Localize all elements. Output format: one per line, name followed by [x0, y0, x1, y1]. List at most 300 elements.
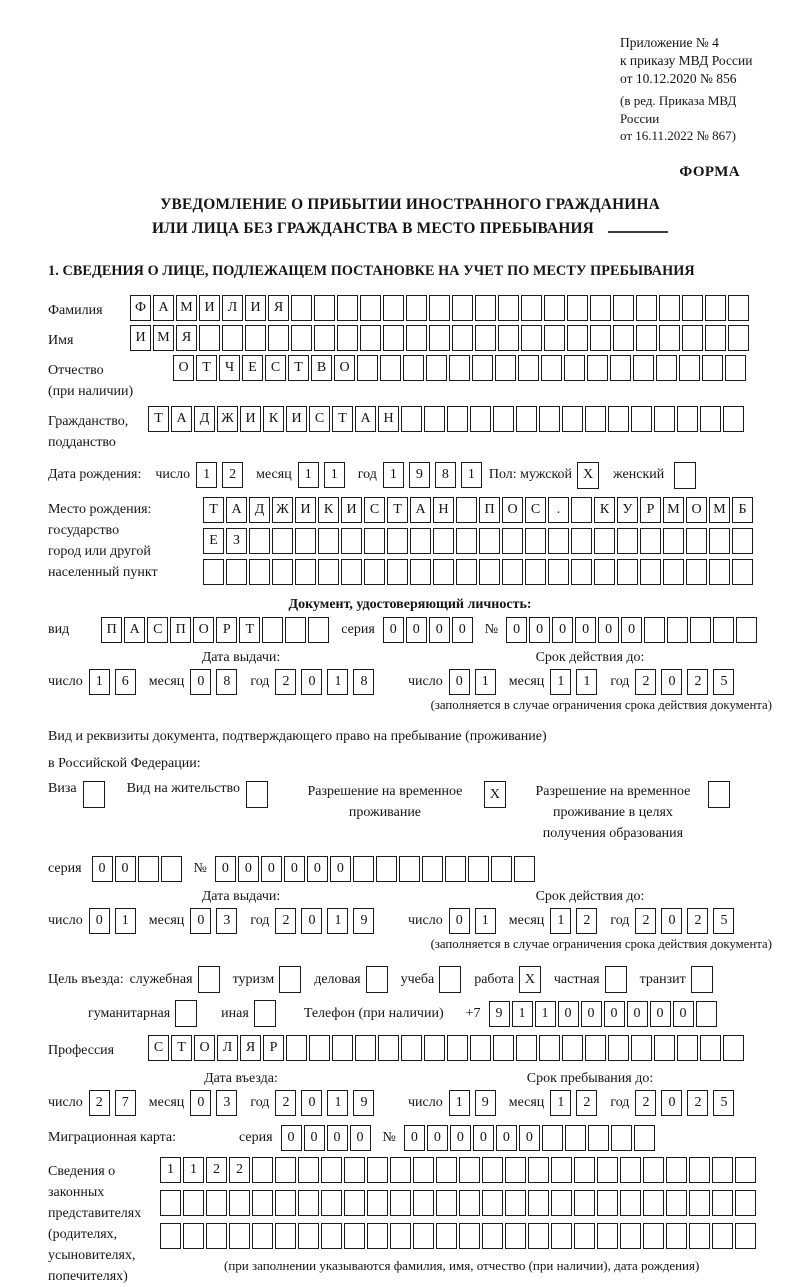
char-cell: И: [130, 325, 151, 351]
char-cell: 3: [216, 1090, 237, 1116]
char-cell: 5: [713, 908, 734, 934]
char-cell: 2: [275, 908, 296, 934]
char-cell: [528, 1223, 549, 1249]
surname-cells: [130, 295, 751, 321]
char-cell: З: [226, 528, 247, 554]
char-cell: [643, 1190, 664, 1216]
char-cell: 0: [650, 1001, 671, 1027]
char-cell: [659, 295, 680, 321]
char-cell: М: [176, 295, 197, 321]
char-cell: 2: [275, 669, 296, 695]
char-cell: [314, 295, 335, 321]
char-cell: [502, 559, 523, 585]
char-cell: Д: [194, 406, 215, 432]
char-cell: [608, 1035, 629, 1061]
char-cell: [298, 1157, 319, 1183]
char-cell: 0: [301, 908, 322, 934]
char-cell: [436, 1223, 457, 1249]
annex-line: от 10.12.2020 № 856: [620, 70, 737, 86]
sex-label: Пол: мужской: [488, 467, 573, 483]
char-cell: [272, 559, 293, 585]
day-label: число: [408, 913, 443, 929]
char-cell: [590, 295, 611, 321]
char-cell: [470, 1035, 491, 1061]
char-cell: 1: [461, 462, 482, 488]
char-cell: П: [170, 617, 191, 643]
char-cell: [252, 1190, 273, 1216]
char-cell: Е: [242, 355, 263, 381]
char-cell: 0: [529, 617, 550, 643]
char-cell: С: [309, 406, 330, 432]
migration-number-cells: [404, 1125, 657, 1151]
char-cell: [735, 1190, 756, 1216]
char-cell: [567, 295, 588, 321]
purpose-chastnaya-checkbox: [605, 966, 627, 993]
char-cell: [571, 559, 592, 585]
purpose-option: иная: [221, 1000, 278, 1027]
citizenship-cells: [148, 406, 746, 432]
char-cell: [470, 406, 491, 432]
char-cell: 0: [190, 908, 211, 934]
char-cell: [505, 1190, 526, 1216]
char-cell: 0: [558, 1001, 579, 1027]
char-cell: [712, 1157, 733, 1183]
char-cell: 0: [238, 856, 259, 882]
representatives-cells-row3: [160, 1223, 758, 1249]
phone-prefix: +7: [465, 1005, 481, 1021]
month-label: месяц: [148, 673, 185, 689]
purpose-option: работа X: [474, 966, 543, 993]
char-cell: [360, 295, 381, 321]
purpose-ucheba-checkbox: [439, 966, 461, 993]
edu-permit-label: Разрешение на временное проживание в целях получения образования: [535, 784, 691, 842]
char-cell: 1: [512, 1001, 533, 1027]
char-cell: [666, 1190, 687, 1216]
char-cell: 1: [183, 1157, 204, 1183]
char-cell: [594, 528, 615, 554]
temp-permit-label: Разрешение на временное проживание: [307, 784, 463, 821]
doc-number-cells: [506, 617, 759, 643]
char-cell: [406, 295, 427, 321]
char-cell: [332, 1035, 353, 1061]
char-cell: 1: [475, 669, 496, 695]
char-cell: И: [295, 497, 316, 523]
year-label: год: [250, 673, 270, 689]
char-cell: [364, 528, 385, 554]
char-cell: [286, 1035, 307, 1061]
char-cell: [644, 617, 665, 643]
char-cell: 2: [687, 1090, 708, 1116]
char-cell: [344, 1157, 365, 1183]
visa-checkbox: [83, 781, 105, 808]
char-cell: [505, 1157, 526, 1183]
char-cell: [620, 1190, 641, 1216]
char-cell: [482, 1190, 503, 1216]
char-cell: Ч: [219, 355, 240, 381]
char-cell: [597, 1157, 618, 1183]
char-cell: 0: [190, 669, 211, 695]
doc-type-cells: [101, 617, 331, 643]
char-cell: [562, 1035, 583, 1061]
phone-label: Телефон (при наличии): [303, 1005, 444, 1021]
char-cell: О: [334, 355, 355, 381]
char-cell: А: [226, 497, 247, 523]
char-cell: [390, 1157, 411, 1183]
char-cell: [620, 1157, 641, 1183]
month-label: месяц: [148, 913, 185, 929]
char-cell: О: [193, 617, 214, 643]
char-cell: Я: [240, 1035, 261, 1061]
day-label: число: [408, 1095, 443, 1111]
char-cell: [521, 295, 542, 321]
char-cell: [376, 856, 397, 882]
char-cell: [321, 1190, 342, 1216]
char-cell: [732, 528, 753, 554]
doc-type-label: вид: [48, 621, 70, 637]
char-cell: Л: [217, 1035, 238, 1061]
char-cell: [367, 1157, 388, 1183]
char-cell: Н: [433, 497, 454, 523]
char-cell: 7: [115, 1090, 136, 1116]
temp-permit-option: [292, 781, 508, 823]
char-cell: [314, 325, 335, 351]
char-cell: [617, 559, 638, 585]
char-cell: [426, 355, 447, 381]
char-cell: 1: [160, 1157, 181, 1183]
char-cell: [654, 1035, 675, 1061]
char-cell: [341, 559, 362, 585]
purpose-option: служебная: [130, 966, 222, 993]
char-cell: О: [502, 497, 523, 523]
char-cell: [659, 325, 680, 351]
char-cell: [728, 325, 749, 351]
doc-valid-title: Срок действия до:: [535, 649, 645, 665]
char-cell: [611, 1125, 632, 1151]
char-cell: 2: [635, 1090, 656, 1116]
document-title-line2: ИЛИ ЛИЦА БЕЗ ГРАЖДАНСТВА В МЕСТО ПРЕБЫВАНИЯ: [48, 217, 772, 241]
entry-month-cells: [190, 1090, 242, 1116]
char-cell: [433, 528, 454, 554]
char-cell: 2: [222, 462, 243, 488]
day-label: число: [408, 673, 443, 689]
char-cell: [229, 1223, 250, 1249]
doc-issue-year-cells: [275, 669, 379, 695]
char-cell: [689, 1190, 710, 1216]
char-cell: [206, 1223, 227, 1249]
char-cell: 1: [327, 1090, 348, 1116]
char-cell: Ж: [272, 497, 293, 523]
char-cell: Л: [222, 295, 243, 321]
char-cell: 0: [190, 1090, 211, 1116]
birth-place-row: [48, 497, 772, 590]
char-cell: [539, 406, 560, 432]
patronymic-label: Отчество (при наличии): [48, 362, 134, 399]
stay-until-title: Срок пребывания до:: [526, 1071, 654, 1087]
char-cell: [696, 1001, 717, 1027]
char-cell: [160, 1223, 181, 1249]
identity-doc-row: [48, 617, 772, 643]
char-cell: 9: [475, 1090, 496, 1116]
char-cell: [640, 559, 661, 585]
char-cell: 1: [449, 1090, 470, 1116]
char-cell: 1: [550, 669, 571, 695]
residence-issue-day-cells: [89, 908, 141, 934]
char-cell: [705, 325, 726, 351]
migration-card-row: [48, 1125, 772, 1151]
char-cell: К: [594, 497, 615, 523]
char-cell: [686, 559, 707, 585]
char-cell: [551, 1223, 572, 1249]
doc-number-label: №: [484, 621, 499, 637]
char-cell: 0: [427, 1125, 448, 1151]
char-cell: [700, 1035, 721, 1061]
char-cell: 1: [327, 669, 348, 695]
purpose-option: частная: [554, 966, 629, 993]
residence-valid-year-cells: [635, 908, 739, 934]
char-cell: Б: [732, 497, 753, 523]
char-cell: [542, 1125, 563, 1151]
char-cell: [548, 559, 569, 585]
char-cell: [308, 617, 329, 643]
residence-permit-label: Вид на жительство: [126, 781, 240, 797]
annex-line: Приложение № 4: [620, 35, 719, 50]
char-cell: [399, 856, 420, 882]
char-cell: [456, 559, 477, 585]
char-cell: [690, 617, 711, 643]
char-cell: 1: [327, 908, 348, 934]
char-cell: [643, 1223, 664, 1249]
char-cell: Р: [640, 497, 661, 523]
birth-year-cells: [383, 462, 487, 488]
char-cell: [401, 1035, 422, 1061]
char-cell: [272, 528, 293, 554]
birth-date-label: Дата рождения:: [48, 467, 142, 483]
char-cell: 0: [496, 1125, 517, 1151]
char-cell: [422, 856, 443, 882]
char-cell: [275, 1223, 296, 1249]
char-cell: А: [124, 617, 145, 643]
char-cell: [686, 528, 707, 554]
char-cell: В: [311, 355, 332, 381]
residence-doc-intro: [48, 723, 772, 778]
char-cell: 8: [435, 462, 456, 488]
migration-number-label: №: [382, 1130, 396, 1146]
char-cell: О: [194, 1035, 215, 1061]
char-cell: [541, 355, 562, 381]
char-cell: [712, 1190, 733, 1216]
char-cell: [285, 617, 306, 643]
char-cell: [502, 528, 523, 554]
char-cell: [574, 1223, 595, 1249]
char-cell: К: [263, 406, 284, 432]
residence-issue-title: Дата выдачи:: [201, 889, 281, 905]
representatives-grid: [160, 1157, 758, 1274]
char-cell: [456, 528, 477, 554]
char-cell: [429, 325, 450, 351]
profession-label: Профессия: [48, 1043, 115, 1059]
birth-place-cells-row1: [203, 497, 755, 523]
char-cell: 0: [261, 856, 282, 882]
char-cell: [548, 528, 569, 554]
char-cell: 8: [216, 669, 237, 695]
char-cell: 0: [89, 908, 110, 934]
char-cell: С: [265, 355, 286, 381]
name-cells: [130, 325, 751, 351]
char-cell: [571, 528, 592, 554]
char-cell: 0: [284, 856, 305, 882]
char-cell: 0: [604, 1001, 625, 1027]
char-cell: [252, 1223, 273, 1249]
char-cell: [309, 1035, 330, 1061]
char-cell: [597, 1190, 618, 1216]
char-cell: 2: [635, 908, 656, 934]
char-cell: [633, 355, 654, 381]
char-cell: [677, 406, 698, 432]
surname-row: [48, 295, 772, 321]
char-cell: [640, 528, 661, 554]
char-cell: И: [199, 295, 220, 321]
char-cell: [447, 406, 468, 432]
char-cell: [378, 1035, 399, 1061]
char-cell: [597, 1223, 618, 1249]
char-cell: [565, 1125, 586, 1151]
month-label: месяц: [508, 913, 545, 929]
char-cell: [226, 559, 247, 585]
char-cell: [544, 295, 565, 321]
char-cell: О: [686, 497, 707, 523]
entry-stay-dates: [48, 1071, 772, 1116]
residence-issue-month-cells: [190, 908, 242, 934]
char-cell: 2: [687, 669, 708, 695]
char-cell: [634, 1125, 655, 1151]
char-cell: 2: [576, 1090, 597, 1116]
char-cell: 0: [383, 617, 404, 643]
char-cell: [551, 1190, 572, 1216]
char-cell: 0: [115, 856, 136, 882]
purpose-option: деловая: [314, 966, 389, 993]
visa-label: Виза: [48, 781, 77, 797]
sex-female-label: женский: [613, 467, 665, 483]
doc-issue-date: [48, 650, 408, 695]
char-cell: 0: [450, 1125, 471, 1151]
char-cell: С: [364, 497, 385, 523]
identity-doc-dates: [48, 650, 772, 695]
char-cell: [732, 559, 753, 585]
residence-validity-note: (заполняется в случае ограничения срока действия документа): [430, 937, 772, 952]
char-cell: [344, 1190, 365, 1216]
char-cell: [275, 1157, 296, 1183]
char-cell: [138, 856, 159, 882]
char-cell: И: [245, 295, 266, 321]
char-cell: [459, 1157, 480, 1183]
char-cell: [433, 559, 454, 585]
char-cell: [452, 325, 473, 351]
char-cell: [360, 325, 381, 351]
char-cell: 0: [330, 856, 351, 882]
representatives-label: Сведения о законных представителях (родителях, усыновителях, попечителях): [48, 1164, 142, 1285]
char-cell: Я: [176, 325, 197, 351]
char-cell: [482, 1223, 503, 1249]
residence-issue-date: [48, 889, 408, 934]
char-cell: 2: [229, 1157, 250, 1183]
char-cell: 0: [449, 669, 470, 695]
char-cell: [252, 1157, 273, 1183]
char-cell: 2: [687, 908, 708, 934]
char-cell: [401, 406, 422, 432]
birth-day-cells: [196, 462, 248, 488]
char-cell: Ф: [130, 295, 151, 321]
char-cell: [514, 856, 535, 882]
char-cell: [521, 325, 542, 351]
char-cell: 0: [552, 617, 573, 643]
char-cell: [689, 1223, 710, 1249]
char-cell: [262, 617, 283, 643]
char-cell: [689, 1157, 710, 1183]
char-cell: 0: [661, 1090, 682, 1116]
char-cell: [424, 406, 445, 432]
char-cell: [403, 355, 424, 381]
char-cell: П: [479, 497, 500, 523]
char-cell: [666, 1157, 687, 1183]
char-cell: [479, 528, 500, 554]
residence-valid-title: Срок действия до:: [535, 889, 645, 905]
char-cell: [725, 355, 746, 381]
char-cell: 0: [473, 1125, 494, 1151]
char-cell: [587, 355, 608, 381]
char-cell: [551, 1157, 572, 1183]
char-cell: [631, 1035, 652, 1061]
purpose-option: гуманитарная: [88, 1000, 199, 1027]
month-label: месяц: [508, 673, 545, 689]
char-cell: Т: [332, 406, 353, 432]
char-cell: [268, 325, 289, 351]
char-cell: 0: [661, 908, 682, 934]
document-title-line1: УВЕДОМЛЕНИЕ О ПРИБЫТИИ ИНОСТРАННОГО ГРАЖДАНИНА: [160, 195, 660, 213]
birth-place-grid: [203, 497, 755, 590]
stay-day-cells: [449, 1090, 501, 1116]
char-cell: И: [341, 497, 362, 523]
phone-cells: [489, 1001, 719, 1027]
char-cell: [337, 325, 358, 351]
residence-doc-serial-row: [48, 856, 772, 882]
char-cell: [222, 325, 243, 351]
char-cell: 0: [581, 1001, 602, 1027]
char-cell: [459, 1223, 480, 1249]
stay-until-date: [408, 1071, 772, 1116]
char-cell: [608, 406, 629, 432]
doc-valid-date: [408, 650, 772, 695]
char-cell: [410, 559, 431, 585]
char-cell: [491, 856, 512, 882]
purpose-delovaya-checkbox: [366, 966, 388, 993]
char-cell: [516, 1035, 537, 1061]
char-cell: [709, 528, 730, 554]
char-cell: 0: [304, 1125, 325, 1151]
entry-purpose-row2: [48, 1000, 772, 1027]
annex-edition-line: (в ред. Приказа МВД России: [620, 93, 737, 126]
annex-reference: [620, 34, 772, 144]
char-cell: Ж: [217, 406, 238, 432]
char-cell: 0: [327, 1125, 348, 1151]
char-cell: Т: [148, 406, 169, 432]
char-cell: 3: [216, 908, 237, 934]
char-cell: [643, 1157, 664, 1183]
char-cell: [295, 559, 316, 585]
char-cell: [493, 406, 514, 432]
citizenship-row: [48, 406, 772, 453]
char-cell: 0: [404, 1125, 425, 1151]
char-cell: [390, 1223, 411, 1249]
